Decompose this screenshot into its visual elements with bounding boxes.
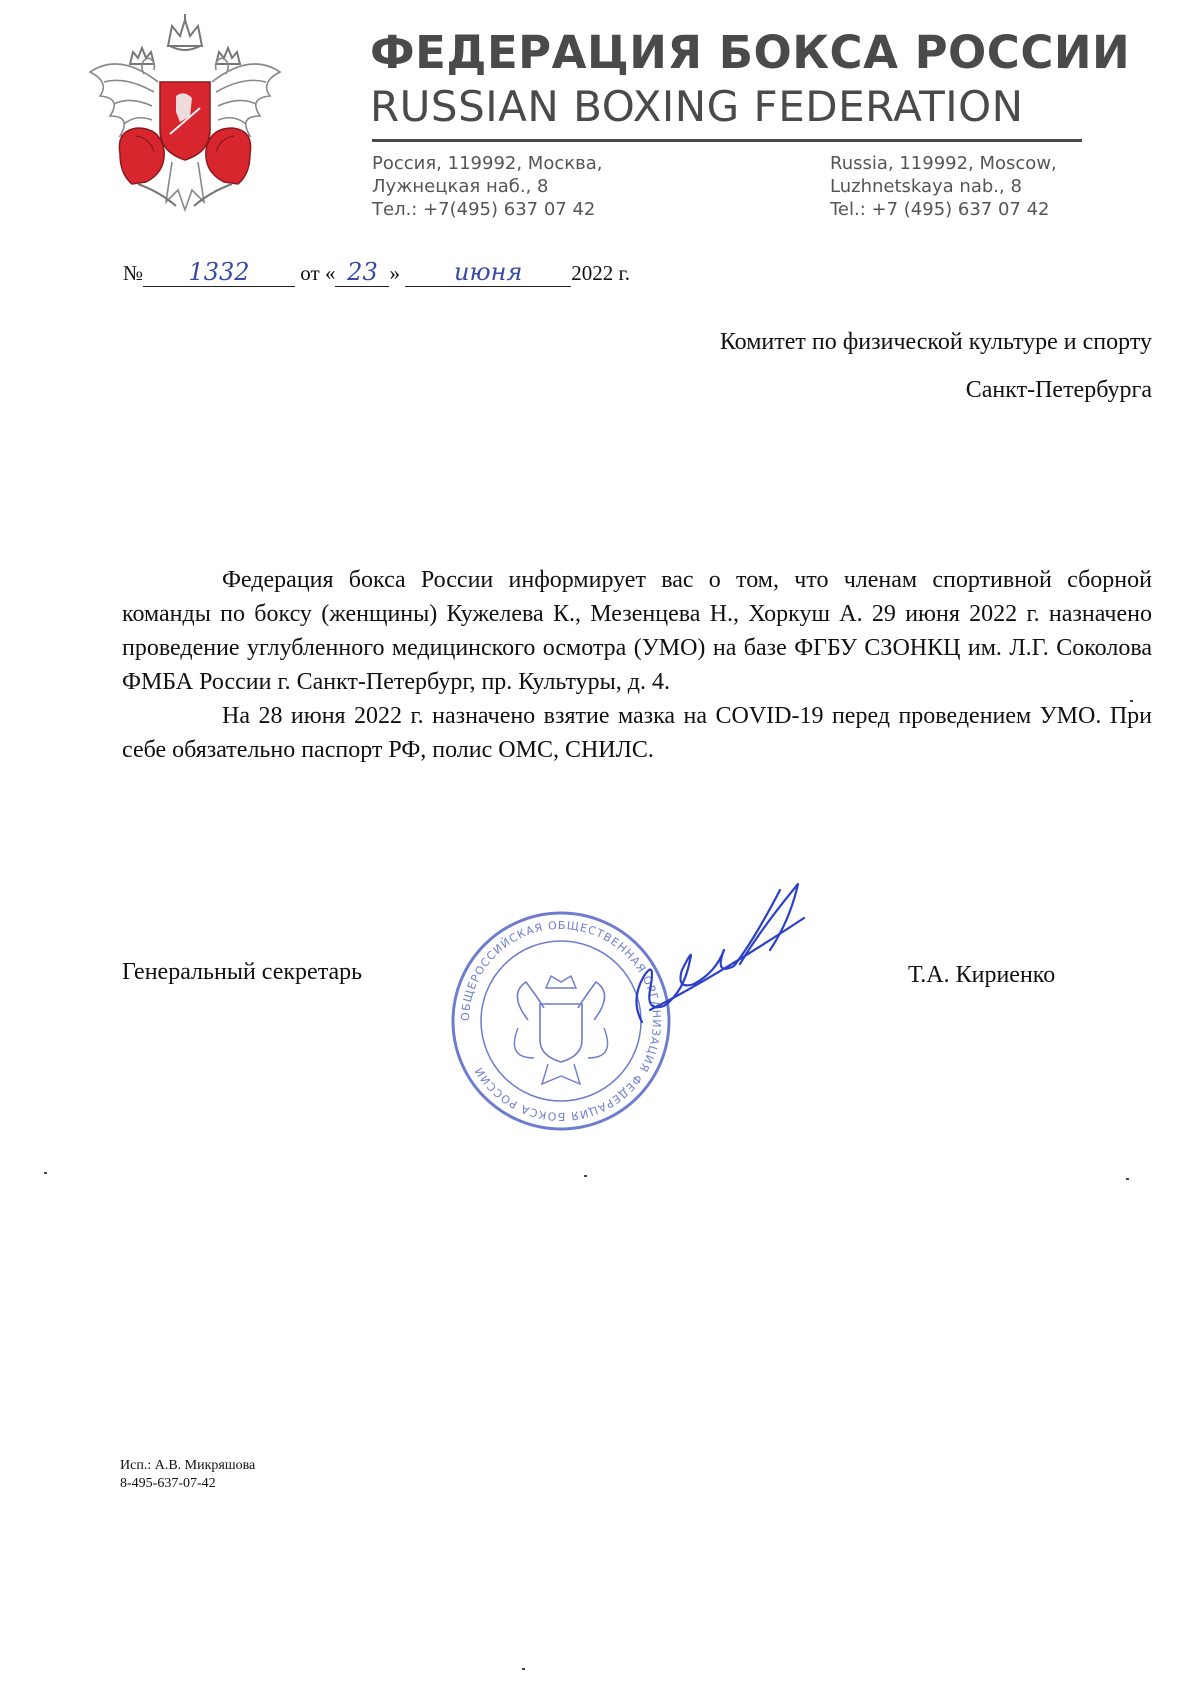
number-label: №: [123, 261, 144, 285]
scan-speck: [1126, 1178, 1129, 1180]
scan-speck: [1130, 700, 1133, 702]
handwritten-day: 23: [347, 258, 378, 286]
executor-phone: 8-495-637-07-42: [120, 1476, 216, 1491]
letterhead-divider: [372, 139, 1082, 142]
date-from-label: от «: [300, 261, 336, 285]
addressee-line: Санкт-Петербурга: [965, 377, 1152, 403]
handwritten-month: июня: [454, 258, 523, 286]
address-ru-line: Россия, 119992, Москва,: [372, 153, 603, 174]
address-en-line: Tel.: +7 (495) 637 07 42: [830, 199, 1050, 220]
address-ru-line: Лужнецкая наб., 8: [372, 176, 549, 197]
double-headed-eagle-boxing-gloves-icon: [80, 12, 290, 224]
number-field: [143, 258, 295, 287]
scan-speck: [44, 1172, 47, 1174]
day-close: »: [389, 261, 400, 285]
address-en-line: Luzhnetskaya nab., 8: [830, 176, 1022, 197]
address-ru: [372, 152, 602, 221]
scan-speck: [584, 1175, 587, 1177]
executor-block: [120, 1457, 255, 1493]
handwritten-signature-icon: [620, 880, 820, 1040]
org-name-ru: ФЕДЕРАЦИЯ БОКСА РОССИИ: [370, 26, 1131, 79]
letter-body: [122, 563, 1152, 767]
signatory-title: Генеральный секретарь: [122, 959, 363, 985]
body-paragraph: На 28 июня 2022 г. назначено взятие мазка на COVID-19 перед проведением УМО. При себе обязательно паспорт РФ, полис ОМС, СНИЛС.: [122, 703, 1152, 763]
address-en-line: Russia, 119992, Moscow,: [830, 153, 1057, 174]
day-field: [335, 258, 389, 287]
address-en: [830, 152, 1057, 221]
scan-speck: [522, 1668, 525, 1670]
org-name-en: RUSSIAN BOXING FEDERATION: [370, 82, 1024, 131]
address-ru-line: Тел.: +7(495) 637 07 42: [372, 199, 596, 220]
year-label: 2022 г.: [571, 261, 630, 285]
addressee-block: [720, 318, 1152, 414]
addressee-line: Комитет по физической культуре и спорту: [719, 329, 1152, 355]
body-paragraph: Федерация бокса России информирует вас о том, что членам спортивной сборной команды по боксу (женщины) Кужелева К., Мезенцева Н., Хоркуш А. 29 июня 2022 г. назначено проведение углубленного медицинского осмотра (УМО) на базе ФГБУ СЗОНКЦ им. Л.Г. Соколова ФМБА России г. Санкт-Петербург, пр. Культуры, д. 4.: [122, 567, 1152, 695]
month-field: [405, 258, 571, 287]
executor-name: Исп.: А.В. Микряшова: [120, 1458, 256, 1473]
handwritten-number: 1332: [188, 258, 250, 286]
signatory-name: Т.А. Кириенко: [908, 962, 1056, 988]
seal-text: ОБЩЕРОССИЙСКАЯ ОБЩЕСТВЕННАЯ ОРГАНИЗАЦИЯ ФЕДЕРАЦИЯ БОКСА РОССИИ: [458, 918, 664, 1124]
reference-line: [123, 258, 630, 287]
